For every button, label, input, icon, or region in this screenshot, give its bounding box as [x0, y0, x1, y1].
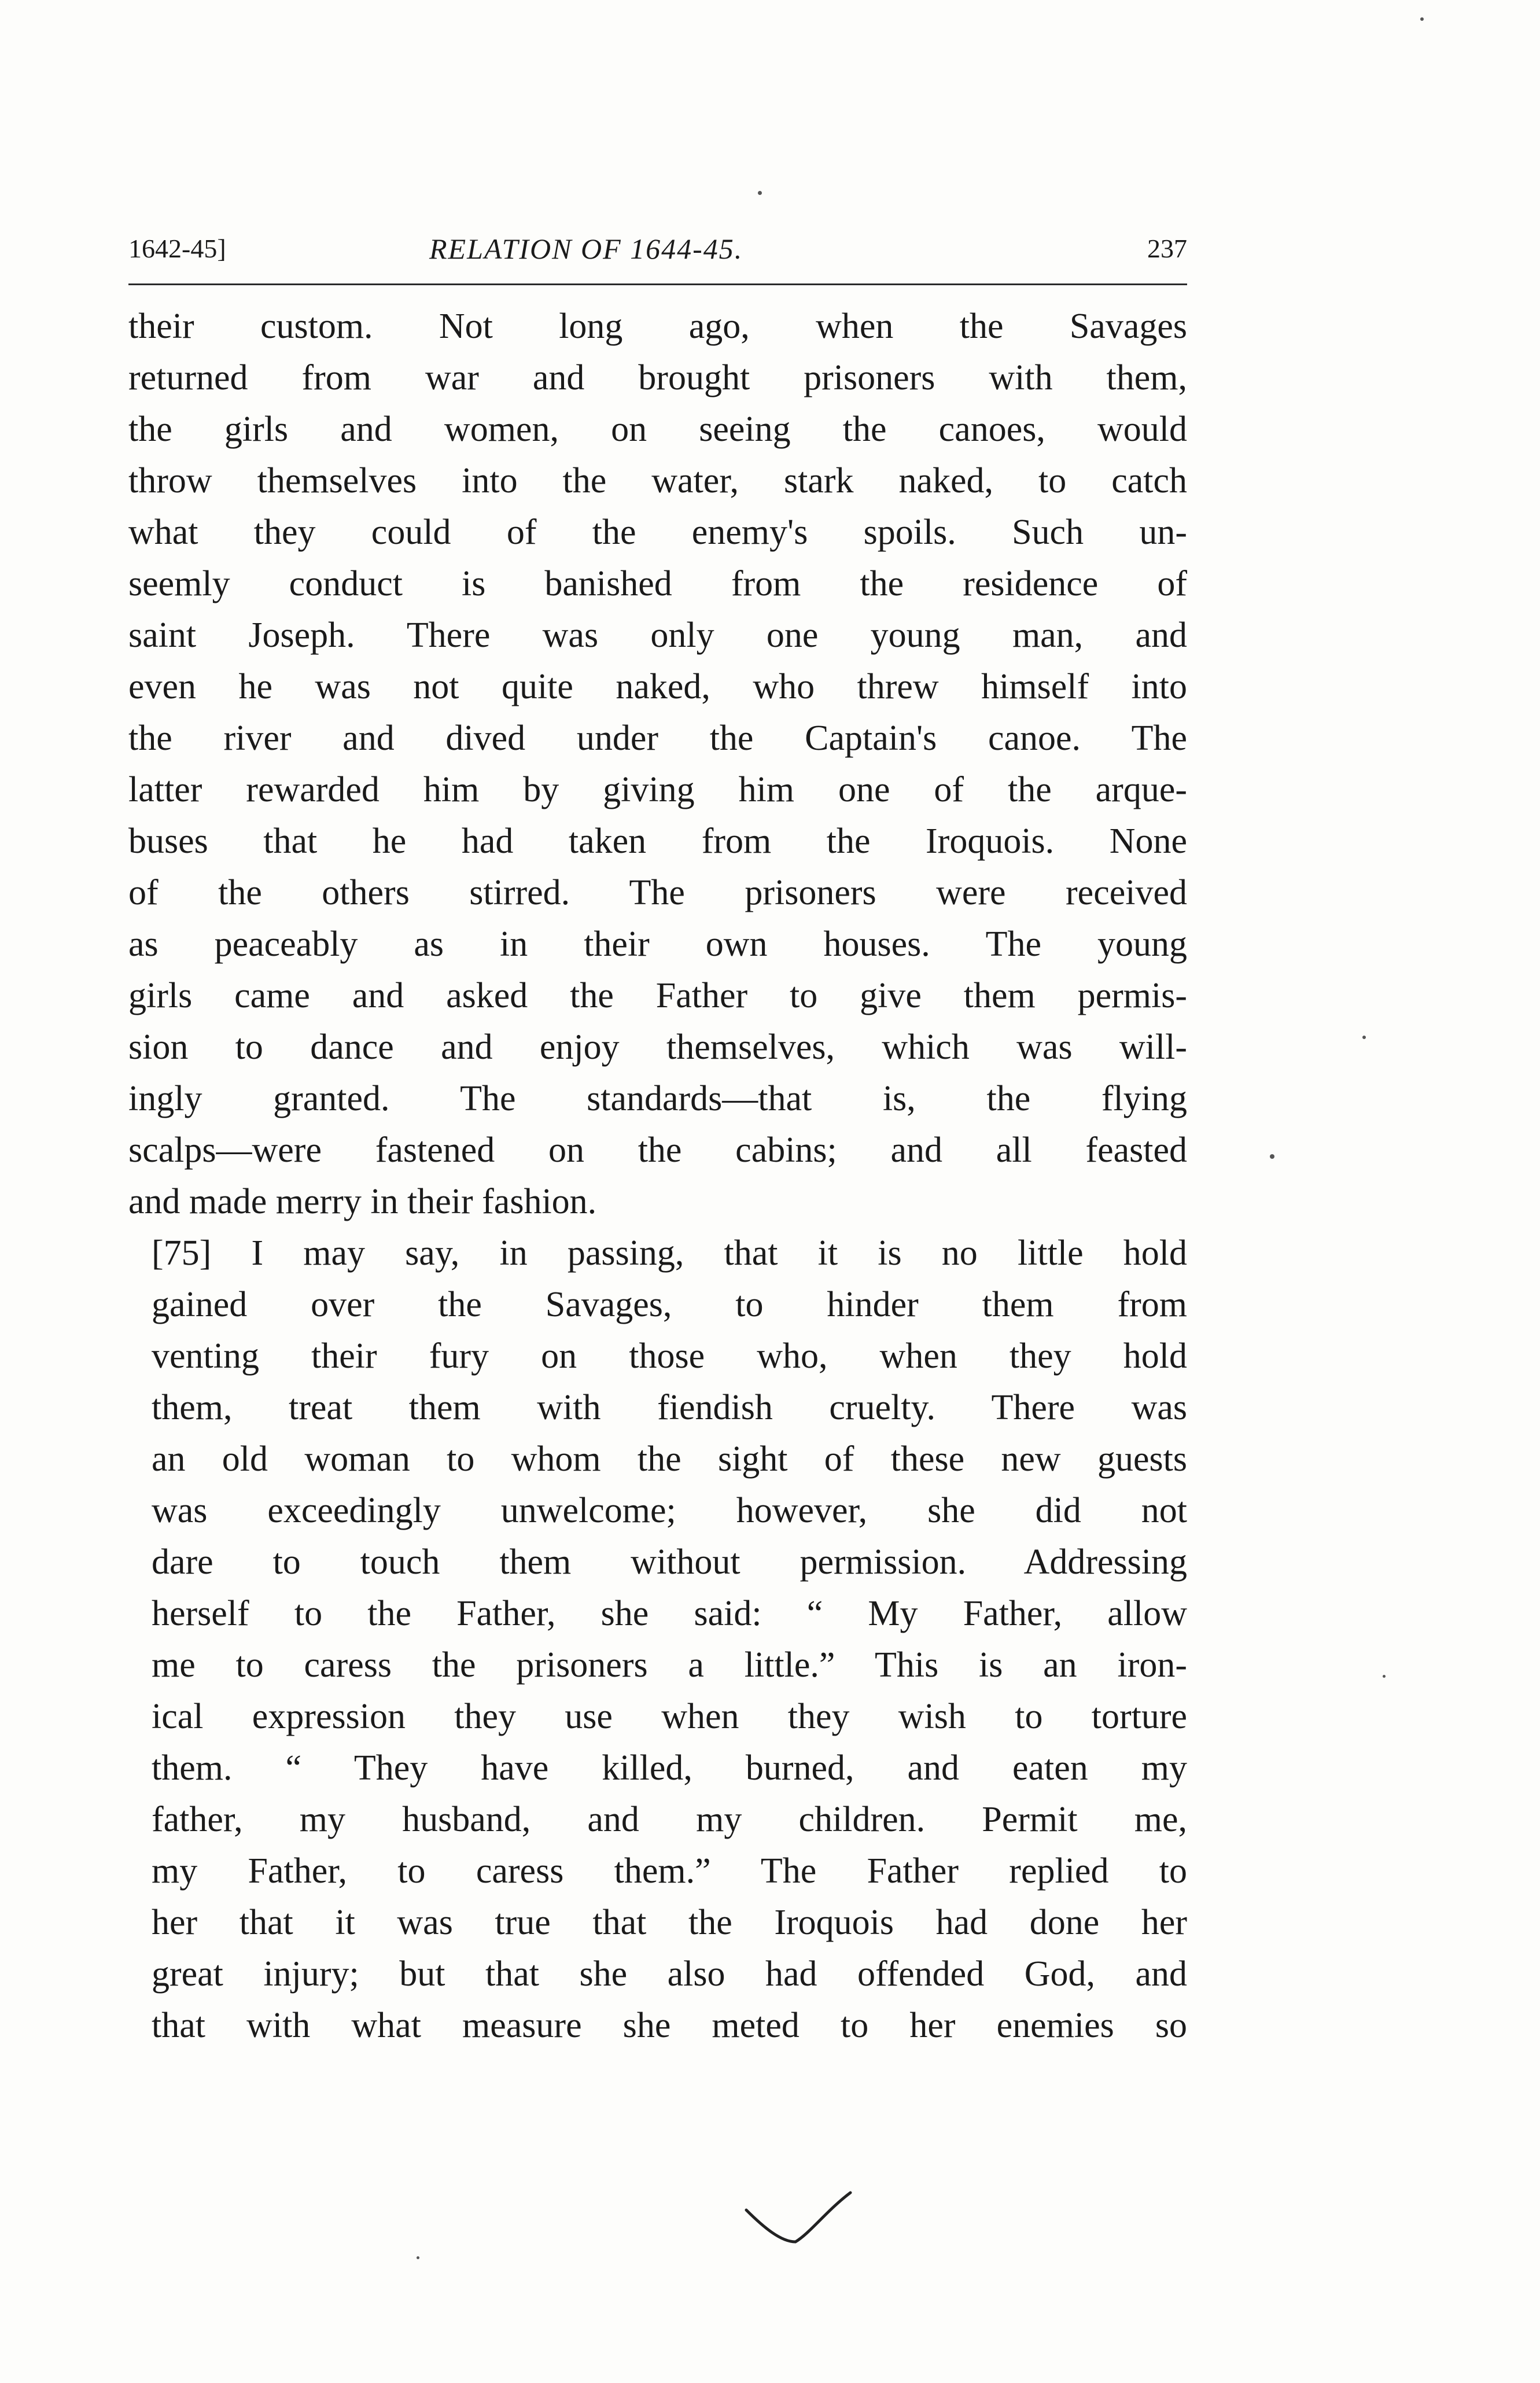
- text-line: returned from war and brought prisoners with them,: [128, 358, 1187, 397]
- body-text: [128, 301, 1187, 2051]
- text-line: ingly granted. The standards—that is, the flying: [128, 1079, 1187, 1118]
- text-line: their custom. Not long ago, when the Savages: [128, 307, 1187, 346]
- text-line: ical expression they use when they wish to torture: [152, 1697, 1187, 1736]
- text-line: an old woman to whom the sight of these new guests: [152, 1439, 1187, 1479]
- text-line: buses that he had taken from the Iroquois. None: [128, 822, 1187, 861]
- text-line: herself to the Father, she said: “ My Father, allow: [152, 1594, 1187, 1633]
- paper-speck: [1362, 1036, 1366, 1039]
- text-line: seemly conduct is banished from the residence of: [128, 564, 1187, 603]
- page-number: 237: [1147, 234, 1187, 263]
- text-line: father, my husband, and my children. Permit me,: [152, 1800, 1187, 1839]
- running-head: [128, 229, 1187, 269]
- text-line: scalps—were fastened on the cabins; and all feasted: [128, 1130, 1187, 1170]
- pencil-check-mark: [740, 2187, 856, 2256]
- text-line: her that it was true that the Iroquois had done her: [152, 1903, 1187, 1942]
- running-head-title: RELATION OF 1644-45.: [429, 233, 743, 265]
- paper-speck: [1420, 17, 1424, 21]
- text-line: dare to touch them without permission. Addressing: [152, 1542, 1187, 1582]
- text-line: [75] I may say, in passing, that it is no little hold: [152, 1233, 1187, 1273]
- text-line: what they could of the enemy's spoils. Such un-: [128, 513, 1187, 552]
- paragraph-2: [128, 1228, 1187, 2051]
- text-line: girls came and asked the Father to give them permis-: [128, 976, 1187, 1015]
- paper-speck: [1383, 1675, 1386, 1678]
- text-line: gained over the Savages, to hinder them from: [152, 1285, 1187, 1324]
- paper-speck: [1270, 1154, 1274, 1159]
- paper-speck: [417, 2256, 419, 2259]
- text-line: the girls and women, on seeing the canoes, would: [128, 410, 1187, 449]
- text-line: was exceedingly unwelcome; however, she did not: [152, 1491, 1187, 1530]
- text-line: my Father, to caress them.” The Father replied to: [152, 1851, 1187, 1891]
- text-line: that with what measure she meted to her enemies so: [152, 2006, 1187, 2045]
- text-line: and made merry in their fashion.: [128, 1182, 597, 1221]
- paper-speck: [758, 191, 762, 195]
- running-head-date-range: 1642-45]: [128, 234, 226, 263]
- paragraph-1: [128, 301, 1187, 1228]
- text-line: great injury; but that she also had offended God, and: [152, 1954, 1187, 1994]
- text-line: me to caress the prisoners a little.” This is an iron-: [152, 1645, 1187, 1685]
- text-line: even he was not quite naked, who threw himself into: [128, 667, 1187, 706]
- text-line: them, treat them with fiendish cruelty. There was: [152, 1388, 1187, 1427]
- text-line: venting their fury on those who, when they hold: [152, 1336, 1187, 1376]
- text-line: them. “ They have killed, burned, and eaten my: [152, 1748, 1187, 1788]
- text-line: the river and dived under the Captain's canoe. The: [128, 719, 1187, 758]
- text-line: sion to dance and enjoy themselves, which was will-: [128, 1027, 1187, 1067]
- text-line: throw themselves into the water, stark naked, to catch: [128, 461, 1187, 500]
- text-line: latter rewarded him by giving him one of the arque-: [128, 770, 1187, 809]
- header-rule: [128, 283, 1187, 285]
- text-line: of the others stirred. The prisoners were received: [128, 873, 1187, 912]
- text-line: saint Joseph. There was only one young man, and: [128, 616, 1187, 655]
- text-line: as peaceably as in their own houses. The young: [128, 925, 1187, 964]
